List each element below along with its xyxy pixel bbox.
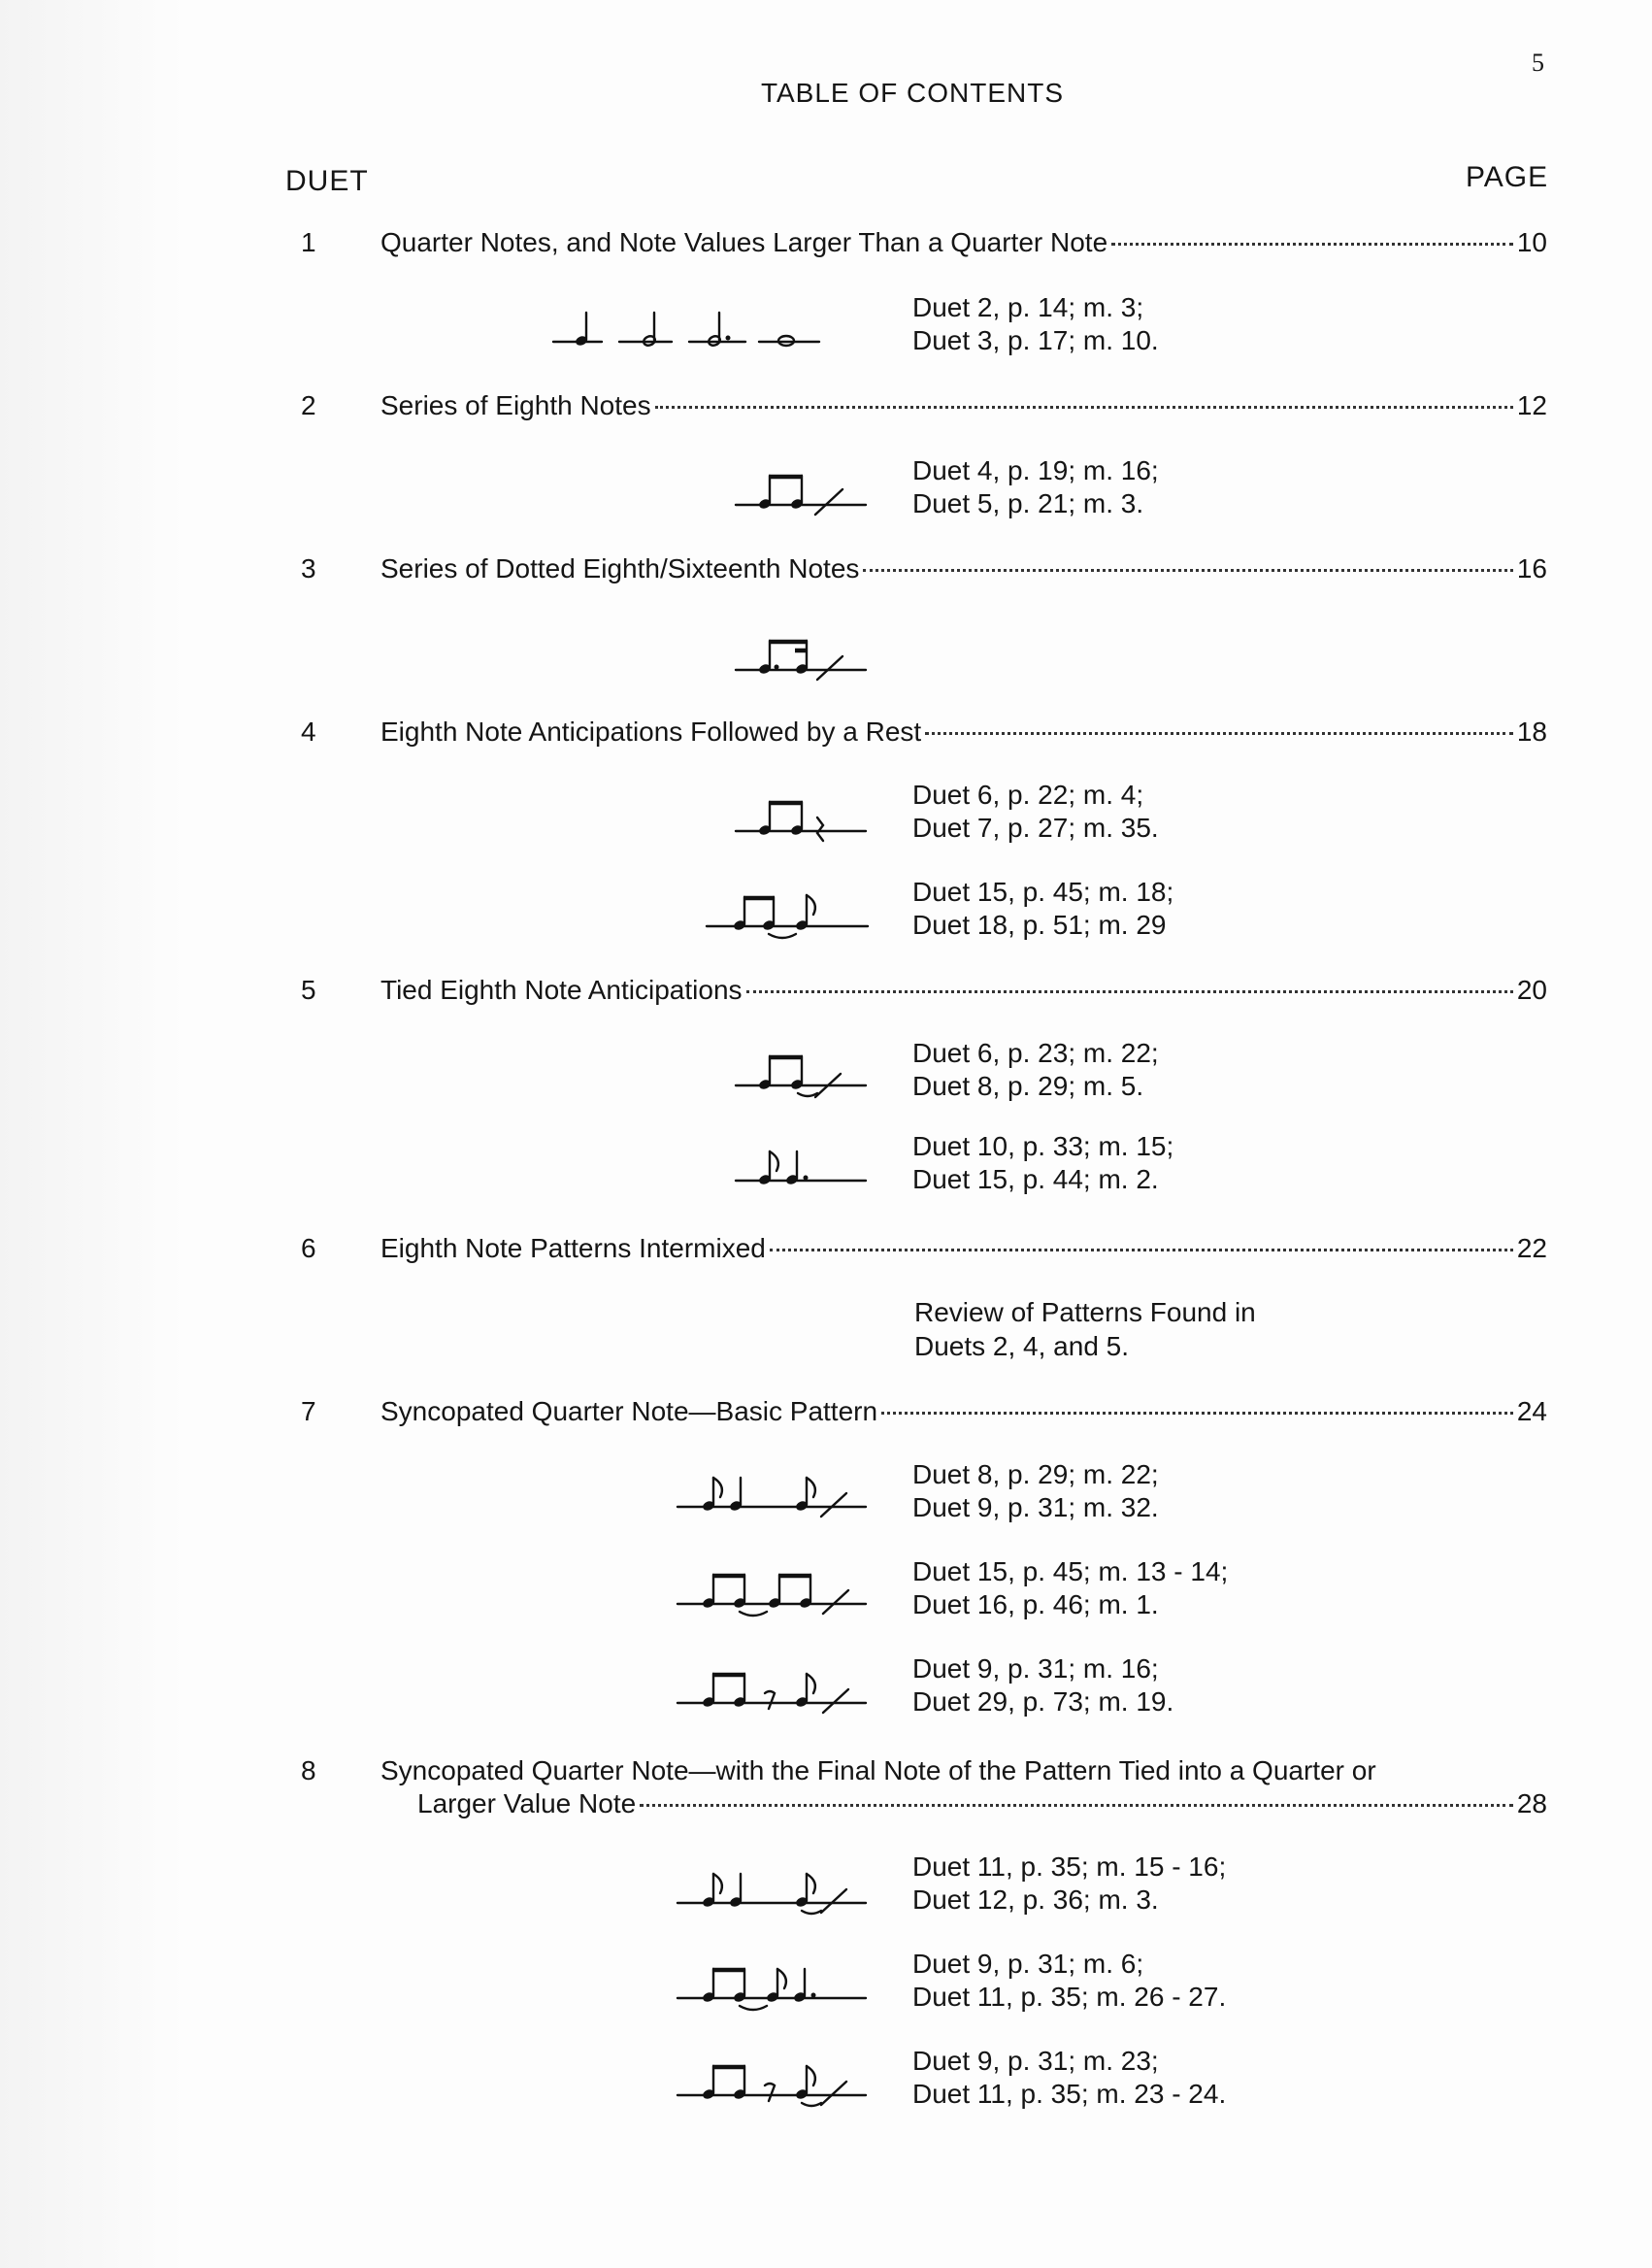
reference-line: Duet 9, p. 31; m. 32. [912,1492,1159,1522]
entry-title: Tied Eighth Note Anticipations [380,975,743,1005]
entry-page: 16 [1516,553,1547,584]
reference-line: Duet 8, p. 29; m. 22; [912,1459,1159,1489]
entry-line [380,227,1547,258]
rhythm-eighths-rest [734,784,879,852]
review-line: Duets 2, 4, and 5. [914,1331,1130,1361]
duet-number: 8 [301,1755,316,1785]
toc-entry-6 [0,1233,1652,1272]
dot-leader [640,1804,1513,1807]
duet-number: 4 [301,717,316,747]
reference-block [912,1037,1159,1103]
dot-leader [863,569,1512,572]
reference-line: Duet 15, p. 44; m. 2. [912,1164,1159,1194]
entry-title: Quarter Notes, and Note Values Larger Than a Quarter Note [380,227,1108,257]
reference-line: Duet 18, p. 51; m. 29 [912,910,1167,940]
dot-leader [770,1249,1513,1251]
toc-entry-3 [0,553,1652,592]
entry-page: 28 [1516,1788,1547,1818]
reference-line: Duet 9, p. 31; m. 23; [912,2046,1159,2076]
reference-line: Duet 8, p. 29; m. 5. [912,1071,1144,1101]
review-note [914,1295,1256,1363]
reference-line: Duet 29, p. 73; m. 19. [912,1686,1174,1717]
reference-line: Duet 11, p. 35; m. 23 - 24. [912,2079,1227,2109]
entry-page: 20 [1516,975,1547,1005]
toc-entry-5 [0,975,1652,1014]
rhythm-eighths-rest-tied [676,2043,879,2116]
reference-line: Duet 16, p. 46; m. 1. [912,1589,1159,1619]
reference-line: Duet 7, p. 27; m. 35. [912,813,1159,843]
entry-line [380,1396,1547,1427]
dot-leader [925,732,1513,735]
reference-block [912,1851,1226,1917]
review-line: Review of Patterns Found in [914,1297,1256,1327]
rhythm-dotted-eighth-sixteenth [734,621,879,689]
reference-line: Duet 9, p. 31; m. 16; [912,1653,1159,1684]
rhythm-quarter-half-dotted-whole [551,282,862,350]
scan-shadow [0,0,184,2268]
entry-title: Series of Dotted Eighth/Sixteenth Notes [380,553,860,584]
rhythm-eighth-dotted-quarter [734,1130,879,1198]
entry-title: Eighth Note Anticipations Followed by a Rest [380,717,922,747]
entry-line [380,975,1547,1006]
reference-line: Duet 6, p. 22; m. 4; [912,780,1144,810]
entry-title-line1: Syncopated Quarter Note—with the Final Note of the Pattern Tied into a Quarter or [380,1755,1376,1785]
entry-line [380,390,1547,421]
rhythm-eighths-tied-eighth [705,874,889,947]
entry-page: 10 [1516,227,1547,257]
duet-number: 6 [301,1233,316,1263]
rhythm-tied-eighths-dotted-quarter [676,1946,879,2018]
entry-title: Syncopated Quarter Note—Basic Pattern [380,1396,878,1426]
rhythm-syncopated-tied-eighths [676,1551,879,1624]
toc-entry-4 [0,717,1652,755]
reference-block [912,1555,1228,1621]
rhythm-syncopated-basic [676,1456,879,1524]
duet-number: 3 [301,553,316,584]
entry-page: 22 [1516,1233,1547,1263]
page-column-header: PAGE [1466,161,1549,193]
reference-line: Duet 2, p. 14; m. 3; [912,292,1144,322]
page-number: 5 [1532,49,1544,77]
dot-leader [881,1412,1513,1415]
duet-number: 1 [301,227,316,257]
reference-block [912,2045,1226,2111]
toc-entry-8 [0,1755,1652,1833]
toc-entry-1 [0,227,1652,266]
entry-page: 12 [1516,390,1547,420]
reference-block [912,779,1159,845]
reference-line: Duet 15, p. 45; m. 13 - 14; [912,1556,1229,1586]
entry-title-line2: Larger Value Note [417,1788,637,1818]
dot-leader [655,406,1513,409]
reference-line: Duet 15, p. 45; m. 18; [912,877,1174,907]
dot-leader [1111,243,1513,246]
reference-line: Duet 9, p. 31; m. 6; [912,1949,1144,1979]
reference-line: Duet 6, p. 23; m. 22; [912,1038,1159,1068]
toc-entry-2 [0,390,1652,429]
reference-block [912,1652,1173,1718]
entry-line [380,553,1547,584]
entry-line [417,1788,1547,1819]
reference-line: Duet 11, p. 35; m. 15 - 16; [912,1851,1227,1882]
entry-line [380,1233,1547,1264]
dot-leader [746,990,1513,993]
reference-block [912,876,1173,942]
reference-line: Duet 11, p. 35; m. 26 - 27. [912,1982,1227,2012]
reference-block [912,454,1159,520]
entry-page: 18 [1516,717,1547,747]
duet-number: 7 [301,1396,316,1426]
page-title: TABLE OF CONTENTS [760,78,1065,108]
toc-entry-7 [0,1396,1652,1435]
reference-line: Duet 10, p. 33; m. 15; [912,1131,1174,1161]
entry-title: Eighth Note Patterns Intermixed [380,1233,766,1263]
duet-number: 2 [301,390,316,420]
entry-page: 24 [1516,1396,1547,1426]
reference-block [912,1130,1173,1196]
rhythm-syncopated-with-rest [676,1651,879,1723]
reference-block [912,1948,1226,2014]
reference-block [912,291,1159,357]
duet-number: 5 [301,975,316,1005]
reference-block [912,1458,1159,1524]
entry-title: Series of Eighth Notes [380,390,651,420]
reference-line: Duet 4, p. 19; m. 16; [912,455,1159,485]
duet-column-header: DUET [285,165,369,197]
reference-line: Duet 3, p. 17; m. 10. [912,325,1159,355]
reference-line: Duet 5, p. 21; m. 3. [912,488,1144,518]
reference-line: Duet 12, p. 36; m. 3. [912,1884,1159,1915]
entry-line [380,717,1547,748]
rhythm-two-eighths-slash [734,454,879,522]
rhythm-syncopated-tied-final [676,1851,879,1923]
rhythm-tied-eighth-anticipation [734,1039,879,1107]
